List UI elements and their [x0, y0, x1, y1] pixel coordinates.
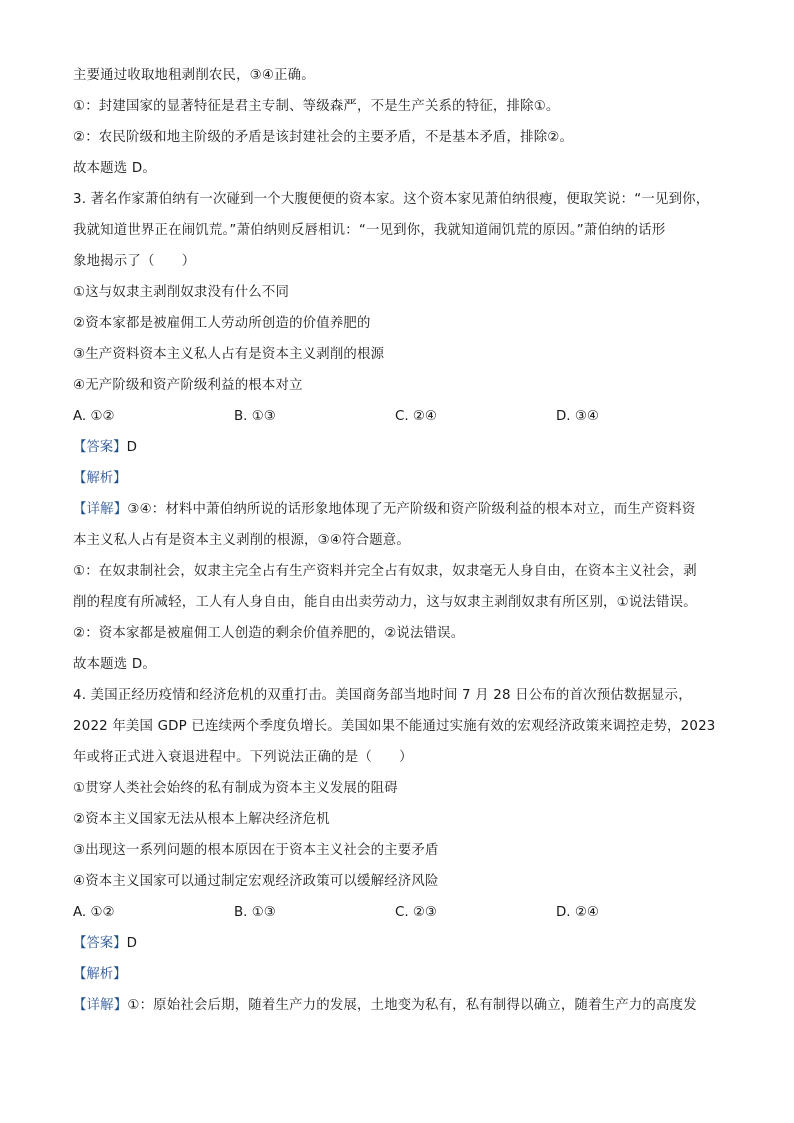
detail-text: ③④：材料中萧伯纳所说的话形象地体现了无产阶级和资产阶级利益的根本对立，而生产资料资	[127, 502, 696, 517]
question-3-detail-line: ①：在奴隶制社会，奴隶主完全占有生产资料并完全占有奴隶，奴隶毫无人身自由，在资本主义社会，剥	[73, 564, 697, 579]
text-line: ②：农民阶级和地主阶级的矛盾是该封建社会的主要矛盾，不是基本矛盾，排除②。	[73, 130, 574, 145]
question-3-options	[73, 407, 734, 438]
question-4-item: ②资本主义国家无法从根本上解决经济危机	[73, 812, 330, 827]
question-3-detail-line: 故本题选 D。	[73, 657, 156, 672]
option-d: D. ②④	[556, 905, 599, 920]
detail-tag: 【详解】	[73, 502, 128, 517]
option-b: B. ①③	[234, 905, 276, 920]
detail-text: ①：原始社会后期，随着生产力的发展，土地变为私有，私有制得以确立，随着生产力的高度发	[127, 998, 697, 1013]
question-4-stem-line: 2022 年美国 GDP 已连续两个季度负增长。美国如果不能通过实施有效的宏观经济政策来调控走势，2023	[73, 719, 716, 734]
question-4-answer	[73, 934, 734, 965]
analysis-tag: 【解析】	[73, 967, 127, 982]
text-line: ①：封建国家的显著特征是君主专制、等级森严，不是生产关系的特征，排除①。	[73, 99, 560, 114]
question-3-stem-line: 3. 著名作家萧伯纳有一次碰到一个大腹便便的资本家。这个资本家见萧伯纳很瘦，便取笑说：“一见到你，	[73, 192, 710, 207]
question-4-item: ③出现这一系列问题的根本原因在于资本主义社会的主要矛盾	[73, 843, 439, 858]
question-4-analysis	[73, 965, 734, 996]
question-3-detail-line: 削的程度有所减轻，工人有人身自由，能自由出卖劳动力，这与奴隶主剥削奴隶有所区别，①说法错误。	[73, 595, 697, 610]
question-3-detail-line	[73, 500, 734, 531]
analysis-tag: 【解析】	[73, 471, 127, 486]
question-4-detail-line	[73, 996, 734, 1027]
answer-tag: 【答案】	[73, 440, 127, 455]
option-a: A. ①②	[73, 905, 115, 920]
answer-value: D	[126, 440, 137, 455]
question-3-item: ②资本家都是被雇佣工人劳动所创造的价值养肥的	[73, 316, 371, 331]
question-3-analysis	[73, 469, 734, 500]
question-4-stem-line: 4. 美国正经历疫情和经济危机的双重打击。美国商务部当地时间 7 月 28 日公布的首次预估数据显示，	[73, 688, 692, 703]
option-a: A. ①②	[73, 409, 115, 424]
detail-tag: 【详解】	[73, 998, 128, 1013]
question-3-detail-line: ②：资本家都是被雇佣工人创造的剩余价值养肥的，②说法错误。	[73, 626, 465, 641]
text-line: 故本题选 D。	[73, 161, 156, 176]
option-c: C. ②③	[395, 905, 437, 920]
question-4-options	[73, 903, 734, 934]
question-3-stem-line: 象地揭示了（ ）	[73, 254, 196, 269]
text-line: 主要通过收取地租剥削农民，③④正确。	[73, 68, 315, 83]
option-d: D. ③④	[556, 409, 599, 424]
answer-value: D	[126, 936, 137, 951]
question-3-detail-line: 本主义私人占有是资本主义剥削的根源，③④符合题意。	[73, 533, 410, 548]
question-3-stem-line: 我就知道世界正在闹饥荒。”萧伯纳则反唇相讥：“一见到你，我就知道闹饥荒的原因。”萧伯纳的话形	[73, 223, 666, 238]
question-4-stem-line: 年或将正式进入衰退进程中。下列说法正确的是（ ）	[73, 750, 413, 765]
question-4-item: ①贯穿人类社会始终的私有制成为资本主义发展的阻碍	[73, 781, 398, 796]
option-b: B. ①③	[234, 409, 276, 424]
answer-tag: 【答案】	[73, 936, 127, 951]
question-3-item: ③生产资料资本主义私人占有是资本主义剥削的根源	[73, 347, 385, 362]
option-c: C. ②④	[395, 409, 437, 424]
question-3-answer	[73, 438, 734, 469]
question-3-item: ④无产阶级和资产阶级利益的根本对立	[73, 378, 303, 393]
question-3-item: ①这与奴隶主剥削奴隶没有什么不同	[73, 285, 290, 300]
question-4-item: ④资本主义国家可以通过制定宏观经济政策可以缓解经济风险	[73, 874, 439, 889]
